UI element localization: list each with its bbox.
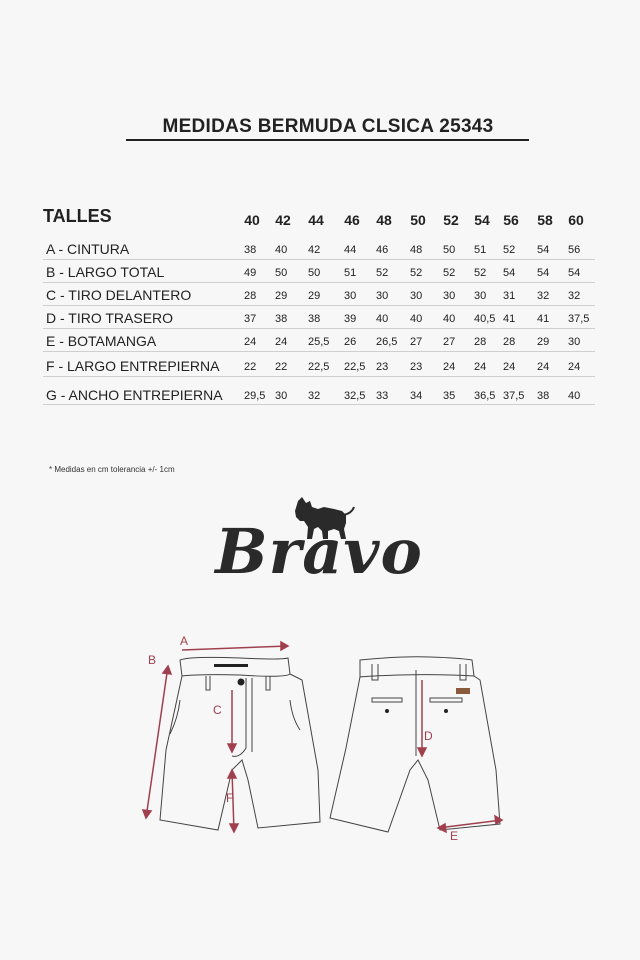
table-cell: 32 <box>568 290 581 302</box>
size-header-cell: 48 <box>376 212 392 228</box>
table-cell: 52 <box>410 267 423 279</box>
table-cell: 30 <box>275 390 288 402</box>
table-row-label: C - TIRO DELANTERO <box>46 287 192 303</box>
table-cell: 50 <box>275 267 288 279</box>
row-divider <box>43 376 595 377</box>
page-title: MEDIDAS BERMUDA CLSICA 25343 <box>162 116 494 137</box>
table-cell: 24 <box>275 336 288 348</box>
table-cell: 22 <box>244 361 257 373</box>
front-shorts-drawing <box>160 657 320 830</box>
table-cell: 32,5 <box>344 390 366 402</box>
table-cell: 40 <box>275 244 288 256</box>
size-header-cell: 58 <box>537 212 553 228</box>
row-divider <box>43 282 595 283</box>
table-cell: 42 <box>308 244 321 256</box>
table-cell: 54 <box>503 267 516 279</box>
back-shorts-drawing <box>330 657 500 832</box>
table-cell: 38 <box>275 313 288 325</box>
table-cell: 49 <box>244 267 257 279</box>
table-cell: 34 <box>410 390 423 402</box>
tolerance-note: * Medidas en cm tolerancia +/- 1cm <box>49 465 175 474</box>
table-cell: 24 <box>503 361 516 373</box>
measurement-labels <box>148 634 458 843</box>
row-divider <box>43 351 595 352</box>
table-cell: 54 <box>537 244 550 256</box>
table-cell: 44 <box>344 244 357 256</box>
table-row-label: G - ANCHO ENTREPIERNA <box>46 387 223 403</box>
shorts-diagram <box>140 630 540 860</box>
table-cell: 52 <box>376 267 389 279</box>
table-cell: 30 <box>410 290 423 302</box>
table-cell: 30 <box>344 290 357 302</box>
table-cell: 30 <box>376 290 389 302</box>
table-cell: 40 <box>410 313 423 325</box>
table-cell: 24 <box>568 361 581 373</box>
table-cell: 32 <box>308 390 321 402</box>
brand-logo <box>200 495 440 605</box>
table-cell: 48 <box>410 244 423 256</box>
table-cell: 30 <box>568 336 581 348</box>
table-cell: 37,5 <box>568 313 590 325</box>
label-e: E <box>450 829 459 843</box>
label-c: C <box>213 703 222 717</box>
table-cell: 37 <box>244 313 257 325</box>
table-cell: 37,5 <box>503 390 525 402</box>
brand-name: Bravo <box>215 515 423 588</box>
table-cell: 30 <box>443 290 456 302</box>
table-row-label: B - LARGO TOTAL <box>46 264 165 280</box>
table-cell: 38 <box>537 390 550 402</box>
table-cell: 40 <box>443 313 456 325</box>
label-a: A <box>180 634 189 648</box>
label-f: F <box>226 791 234 805</box>
size-header-cell: 54 <box>474 212 490 228</box>
table-cell: 50 <box>443 244 456 256</box>
table-cell: 41 <box>503 313 516 325</box>
table-cell: 52 <box>443 267 456 279</box>
table-cell: 23 <box>376 361 389 373</box>
table-row-label: E - BOTAMANGA <box>46 333 157 349</box>
table-cell: 32 <box>537 290 550 302</box>
table-cell: 24 <box>537 361 550 373</box>
table-cell: 22 <box>275 361 288 373</box>
table-cell: 31 <box>503 290 516 302</box>
table-cell: 26,5 <box>376 336 398 348</box>
table-row-label: A - CINTURA <box>46 241 130 257</box>
table-cell: 39 <box>344 313 357 325</box>
table-cell: 40 <box>376 313 389 325</box>
table-header-label: TALLES <box>43 206 112 226</box>
table-cell: 29 <box>308 290 321 302</box>
size-header-cell: 40 <box>244 212 260 228</box>
table-cell: 26 <box>344 336 357 348</box>
table-cell: 23 <box>410 361 423 373</box>
table-cell: 51 <box>474 244 487 256</box>
table-cell: 41 <box>537 313 550 325</box>
table-cell: 36,5 <box>474 390 496 402</box>
row-divider <box>43 404 595 405</box>
table-cell: 50 <box>308 267 321 279</box>
table-cell: 27 <box>410 336 423 348</box>
table-cell: 28 <box>503 336 516 348</box>
table-cell: 29,5 <box>244 390 266 402</box>
row-divider <box>43 259 595 260</box>
table-cell: 40 <box>568 390 581 402</box>
row-divider <box>43 305 595 306</box>
table-cell: 24 <box>244 336 257 348</box>
table-cell: 35 <box>443 390 456 402</box>
table-cell: 27 <box>443 336 456 348</box>
table-cell: 51 <box>344 267 357 279</box>
table-cell: 30 <box>474 290 487 302</box>
table-cell: 52 <box>474 267 487 279</box>
label-d: D <box>424 729 433 743</box>
table-cell: 24 <box>474 361 487 373</box>
table-cell: 52 <box>503 244 516 256</box>
table-cell: 29 <box>275 290 288 302</box>
label-b: B <box>148 653 157 667</box>
table-cell: 29 <box>537 336 550 348</box>
table-cell: 24 <box>443 361 456 373</box>
table-row-label: D - TIRO TRASERO <box>46 310 174 326</box>
table-row-label: F - LARGO ENTREPIERNA <box>46 358 220 374</box>
size-header-cell: 50 <box>410 212 426 228</box>
table-cell: 40,5 <box>474 313 496 325</box>
table-cell: 28 <box>244 290 257 302</box>
size-table <box>0 0 640 420</box>
size-header-cell: 56 <box>503 212 519 228</box>
size-header-cell: 46 <box>344 212 360 228</box>
size-header-cell: 60 <box>568 212 584 228</box>
table-cell: 56 <box>568 244 581 256</box>
table-cell: 28 <box>474 336 487 348</box>
table-cell: 38 <box>308 313 321 325</box>
size-header-cell: 44 <box>308 212 324 228</box>
size-header-cell: 52 <box>443 212 459 228</box>
table-cell: 54 <box>537 267 550 279</box>
table-cell: 33 <box>376 390 389 402</box>
table-cell: 22,5 <box>308 361 330 373</box>
table-cell: 54 <box>568 267 581 279</box>
table-cell: 25,5 <box>308 336 330 348</box>
row-divider <box>43 328 595 329</box>
table-cell: 46 <box>376 244 389 256</box>
table-cell: 22,5 <box>344 361 366 373</box>
table-cell: 38 <box>244 244 257 256</box>
size-header-cell: 42 <box>275 212 291 228</box>
measurement-arrows <box>143 642 502 832</box>
